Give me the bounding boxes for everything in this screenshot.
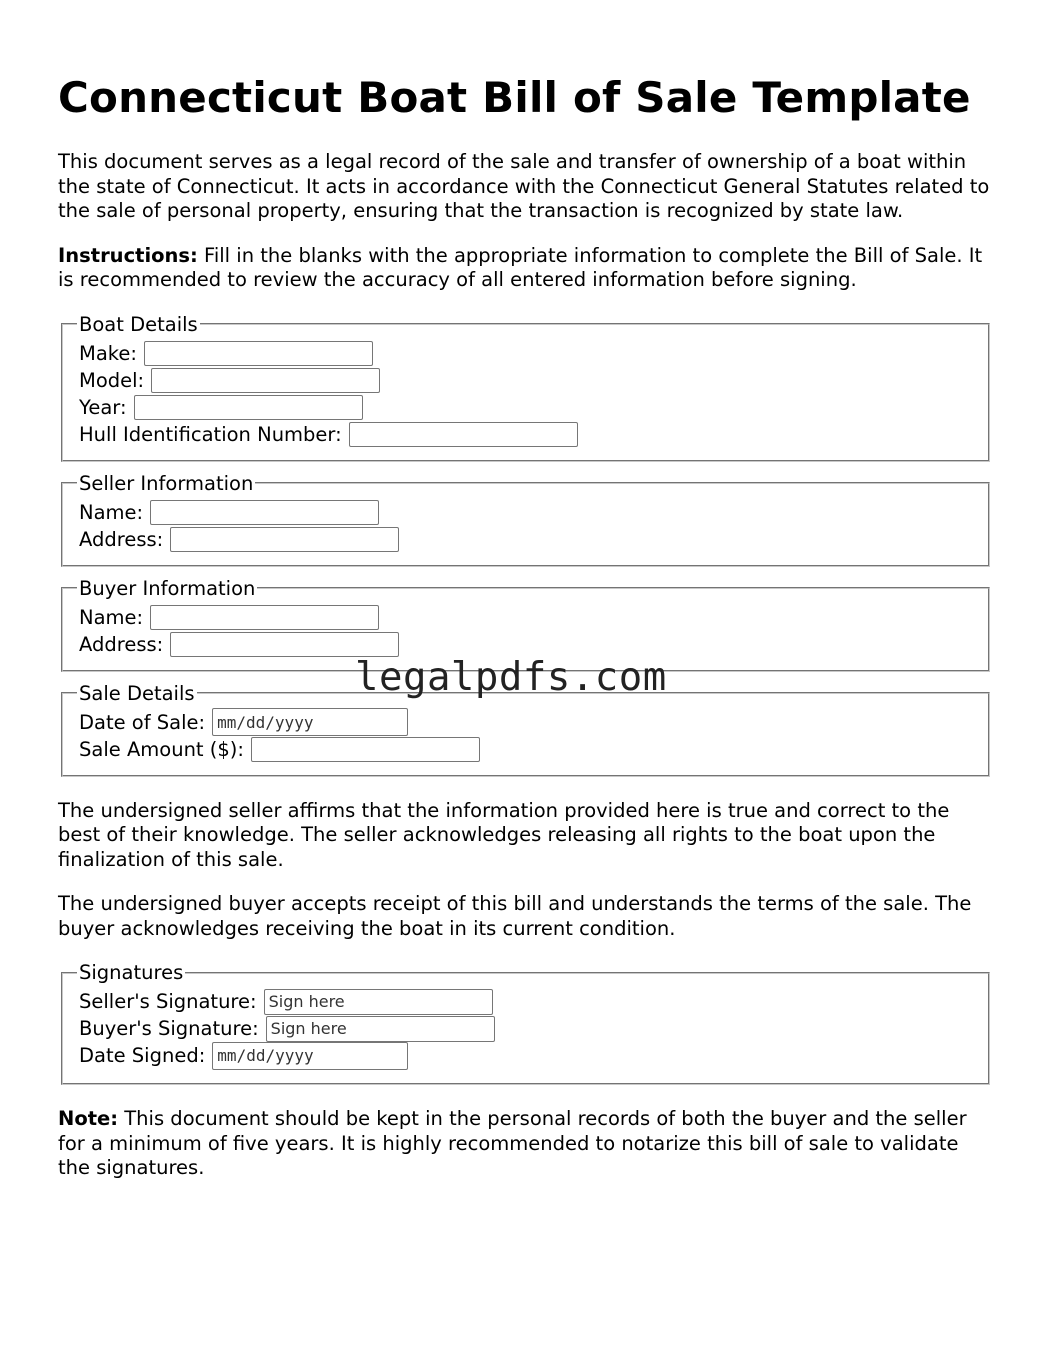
seller-signature-input[interactable]	[264, 989, 493, 1015]
make-label: Make:	[79, 341, 137, 365]
buyer-name-label: Name:	[79, 605, 144, 629]
seller-signature-label: Seller's Signature:	[79, 990, 257, 1013]
buyer-address-row	[79, 631, 970, 658]
seller-address-label: Address:	[79, 527, 164, 551]
buyer-acceptance: The undersigned buyer accepts receipt of this bill and understands the terms of the sale. The buyer acknowledges receiving the boat in its current condition.	[58, 892, 972, 940]
buyer-info-section	[61, 577, 990, 672]
instructions-label: Instructions:	[58, 243, 198, 267]
hin-label: Hull Identification Number:	[79, 422, 342, 446]
watermark: legalpdfs.com	[355, 655, 667, 700]
buyer-signature-row	[79, 1015, 970, 1042]
seller-info-legend: Seller Information	[79, 471, 254, 495]
date-signed-input[interactable]	[212, 1042, 408, 1070]
instructions-text: Fill in the blanks with the appropriate information to complete the Bill of Sale. It is recommended to review the accuracy of all entered information before signing.	[58, 243, 983, 291]
note-paragraph	[58, 1107, 990, 1181]
seller-name-row	[79, 499, 970, 526]
date-signed-row	[79, 1042, 970, 1069]
note-text: This document should be kept in the personal records of both the buyer and the seller for a minimum of five years. It is highly recommended to notarize this bill of sale to validate the signatures.	[58, 1107, 967, 1179]
buyer-signature-label: Buyer's Signature:	[79, 1017, 259, 1040]
sale-amount-input[interactable]	[251, 737, 480, 762]
buyer-name-row	[79, 604, 970, 631]
make-input[interactable]	[144, 341, 373, 366]
model-label: Model:	[79, 368, 145, 392]
make-row	[79, 340, 970, 367]
sale-date-row	[79, 709, 970, 736]
intro-paragraph: This document serves as a legal record of the sale and transfer of ownership of a boat within the state of Connecticut. It acts in accordance with the Connecticut General Statutes related to the sale of personal property, ensuring that the transaction is recognized by state law.	[58, 150, 990, 222]
buyer-signature-input[interactable]	[266, 1016, 495, 1042]
seller-name-input[interactable]	[150, 500, 379, 525]
hin-row	[79, 421, 970, 448]
model-row	[79, 367, 970, 394]
sale-details-section	[61, 682, 990, 777]
seller-affirmation: The undersigned seller affirms that the information provided here is true and correct to the best of their knowledge. The seller acknowledges releasing all rights to the boat upon the finalization of this sale.	[58, 798, 950, 871]
boat-details-legend: Boat Details	[79, 312, 198, 336]
seller-name-label: Name:	[79, 500, 144, 524]
page-title: Connecticut Boat Bill of Sale Template	[58, 73, 971, 122]
sale-date-input[interactable]	[212, 708, 408, 736]
buyer-address-input[interactable]	[170, 632, 399, 657]
seller-info-section	[61, 472, 990, 567]
hin-input[interactable]	[349, 422, 578, 447]
signatures-legend: Signatures	[79, 961, 184, 984]
buyer-address-label: Address:	[79, 632, 164, 656]
seller-address-row	[79, 526, 970, 553]
model-input[interactable]	[151, 368, 380, 393]
seller-signature-row	[79, 988, 970, 1015]
boat-details-section	[61, 313, 990, 462]
document	[58, 70, 990, 1201]
buyer-info-legend: Buyer Information	[79, 576, 256, 600]
date-signed-label: Date Signed:	[79, 1044, 206, 1067]
note-label: Note:	[58, 1107, 119, 1130]
sale-amount-label: Sale Amount ($):	[79, 737, 244, 761]
signatures-section	[61, 961, 990, 1085]
year-label: Year:	[79, 395, 127, 419]
year-row	[79, 394, 970, 421]
seller-address-input[interactable]	[170, 527, 399, 552]
buyer-name-input[interactable]	[150, 605, 379, 630]
instructions-paragraph	[58, 244, 990, 293]
sale-details-legend: Sale Details	[79, 681, 195, 705]
sale-amount-row	[79, 736, 970, 763]
sale-date-label: Date of Sale:	[79, 710, 206, 734]
year-input[interactable]	[134, 395, 363, 420]
